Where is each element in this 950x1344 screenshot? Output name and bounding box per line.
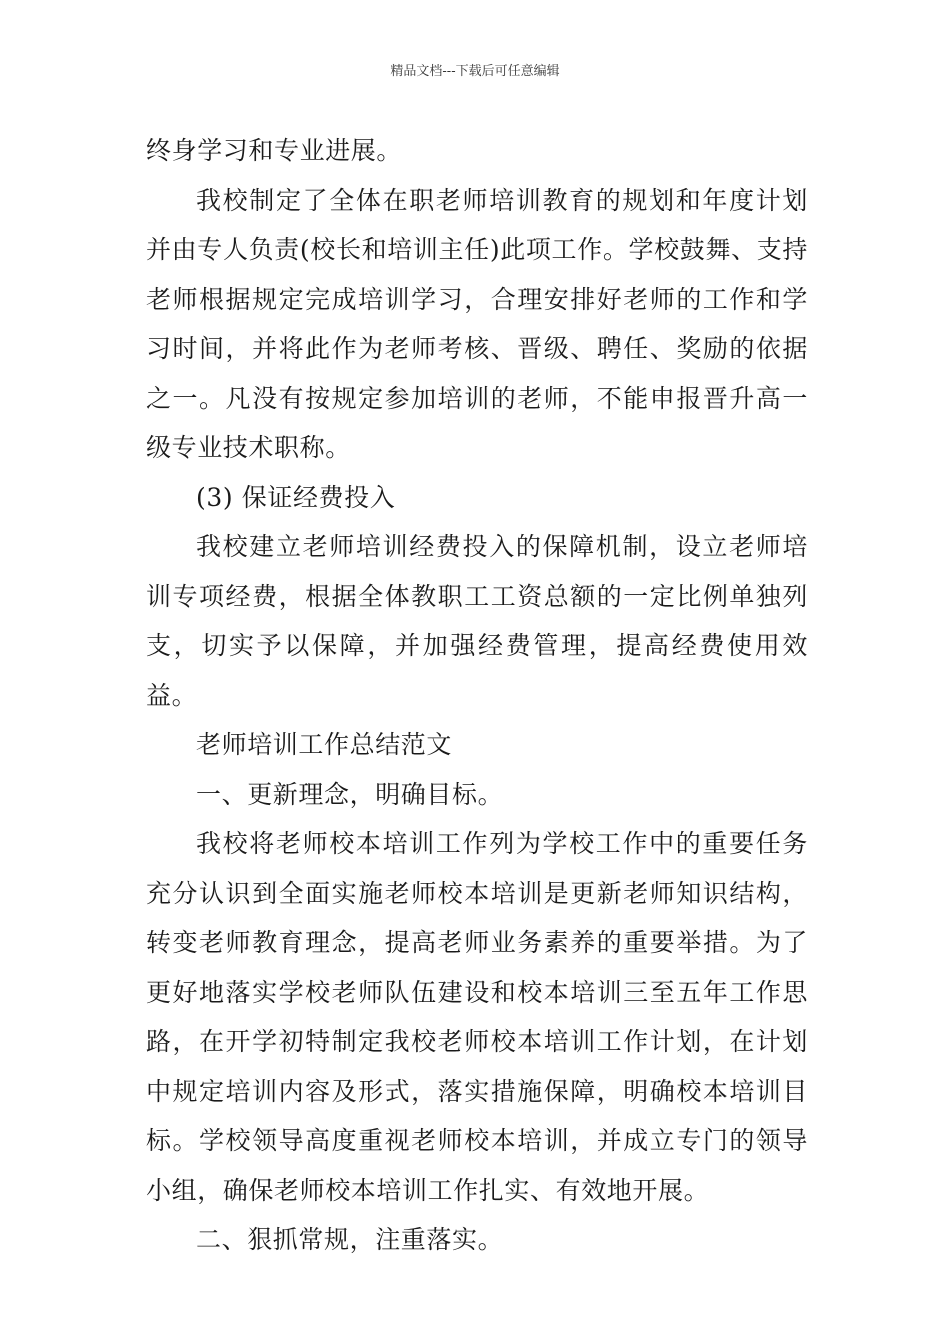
section-heading-two: 二、狠抓常规，注重落实。	[196, 1225, 504, 1254]
document-subtitle: 老师培训工作总结范文	[196, 730, 453, 759]
section-heading-funding: (3) 保证经费投入	[196, 482, 396, 512]
paragraph-goals: 我校将老师校本培训工作列为学校工作中的重要任务充分认识到全面实施老师校本培训是更新老师知识结构，转变老师教育理念，提高老师业务素养的重要举措。为了更好地落实学校老师队伍建设和校本培训三至五年工作思路，在开学初特制定我校老师校本培训工作计划，在计划中规定培训内容及形式，落实措施保障，明确校本培训目标。学校领导高度重视老师校本培训，并成立专门的领导小组，确保老师校本培训工作扎实、有效地开展。	[146, 829, 808, 1205]
section-heading-one: 一、更新理念，明确目标。	[196, 779, 504, 809]
paragraph-continuation: 终身学习和专业进展。	[146, 136, 403, 165]
document-body	[146, 126, 808, 1265]
paragraph-funding: 我校建立老师培训经费投入的保障机制，设立老师培训专项经费，根据全体教职工工资总额的一定比例单独列支，切实予以保障，并加强经费管理，提高经费使用效益。	[146, 532, 808, 710]
page-header: 精品文档---下载后可任意编辑	[390, 64, 560, 79]
paragraph-training-plan: 我校制定了全体在职老师培训教育的规划和年度计划并由专人负责(校长和培训主任)此项工作。学校鼓舞、支持老师根据规定完成培训学习，合理安排好老师的工作和学习时间，并将此作为老师考核、晋级、聘任、奖励的依据之一。凡没有按规定参加培训的老师，不能申报晋升高一级专业技术职称。	[146, 185, 808, 462]
